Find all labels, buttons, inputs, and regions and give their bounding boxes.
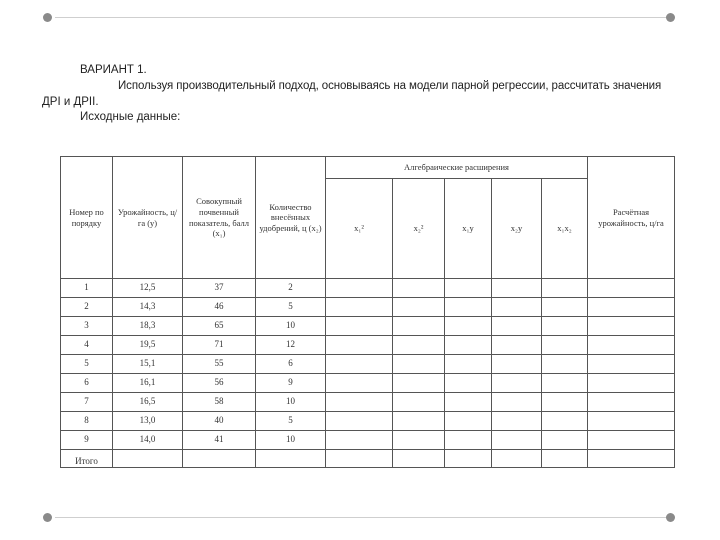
instruction-line-1: Используя производительный подход, основываясь на модели парной регрессии, рассчитать значения xyxy=(118,80,662,92)
total-cell xyxy=(393,450,445,468)
table-row xyxy=(61,431,675,450)
table-row xyxy=(61,317,675,336)
cell-x2: 12 xyxy=(256,336,326,355)
empty-cell xyxy=(588,393,675,412)
total-cell xyxy=(588,450,675,468)
empty-cell xyxy=(492,374,542,393)
empty-cell xyxy=(445,298,492,317)
empty-cell xyxy=(445,374,492,393)
total-cell xyxy=(183,450,256,468)
top-left-dot xyxy=(43,13,52,22)
cell-x2: 5 xyxy=(256,412,326,431)
empty-cell xyxy=(492,298,542,317)
empty-cell xyxy=(542,279,588,298)
empty-cell xyxy=(588,431,675,450)
cell-n: 6 xyxy=(61,374,113,393)
empty-cell xyxy=(542,374,588,393)
empty-cell xyxy=(393,393,445,412)
cell-x2: 5 xyxy=(256,298,326,317)
empty-cell xyxy=(326,336,393,355)
empty-cell xyxy=(393,336,445,355)
cell-n: 3 xyxy=(61,317,113,336)
cell-y: 18,3 xyxy=(113,317,183,336)
empty-cell xyxy=(588,355,675,374)
variant-title: ВАРИАНТ 1. xyxy=(80,64,147,76)
cell-x1: 37 xyxy=(183,279,256,298)
header-fertilizer: Количество внесённых удобрений, ц (x₂) xyxy=(256,157,326,279)
cell-x1: 56 xyxy=(183,374,256,393)
total-row xyxy=(61,450,675,468)
header-x2-squared: x₂² xyxy=(393,179,445,279)
total-cell xyxy=(492,450,542,468)
empty-cell xyxy=(326,355,393,374)
cell-x2: 2 xyxy=(256,279,326,298)
empty-cell xyxy=(588,279,675,298)
empty-cell xyxy=(542,431,588,450)
cell-x1: 71 xyxy=(183,336,256,355)
empty-cell xyxy=(542,298,588,317)
empty-cell xyxy=(326,279,393,298)
empty-cell xyxy=(393,317,445,336)
empty-cell xyxy=(445,355,492,374)
cell-x1: 65 xyxy=(183,317,256,336)
empty-cell xyxy=(542,336,588,355)
cell-x2: 6 xyxy=(256,355,326,374)
total-cell xyxy=(256,450,326,468)
empty-cell xyxy=(588,412,675,431)
empty-cell xyxy=(445,336,492,355)
instruction-line-2: ДРI и ДРII. xyxy=(42,96,99,108)
table-row xyxy=(61,279,675,298)
header-yield: Урожайность, ц/га (y) xyxy=(113,157,183,279)
empty-cell xyxy=(588,317,675,336)
header-algebraic-extensions: Алгебраические расширения xyxy=(326,157,588,179)
empty-cell xyxy=(588,298,675,317)
cell-x1: 46 xyxy=(183,298,256,317)
empty-cell xyxy=(393,298,445,317)
cell-x2: 10 xyxy=(256,393,326,412)
header-x2y: x₂y xyxy=(492,179,542,279)
cell-x1: 55 xyxy=(183,355,256,374)
empty-cell xyxy=(326,317,393,336)
header-row-number: Номер по порядку xyxy=(61,157,113,279)
cell-y: 13,0 xyxy=(113,412,183,431)
cell-x2: 9 xyxy=(256,374,326,393)
cell-y: 12,5 xyxy=(113,279,183,298)
header-x1x2: x₁x₂ xyxy=(542,179,588,279)
cell-x1: 40 xyxy=(183,412,256,431)
total-cell xyxy=(542,450,588,468)
cell-n: 9 xyxy=(61,431,113,450)
cell-y: 14,3 xyxy=(113,298,183,317)
top-right-dot xyxy=(666,13,675,22)
cell-n: 5 xyxy=(61,355,113,374)
header-x1y: x₁y xyxy=(445,179,492,279)
cell-n: 8 xyxy=(61,412,113,431)
total-cell xyxy=(445,450,492,468)
empty-cell xyxy=(542,412,588,431)
table-row xyxy=(61,393,675,412)
empty-cell xyxy=(326,298,393,317)
cell-n: 1 xyxy=(61,279,113,298)
empty-cell xyxy=(542,355,588,374)
bottom-frame-line xyxy=(55,517,670,518)
empty-cell xyxy=(542,393,588,412)
empty-cell xyxy=(445,393,492,412)
cell-n: 2 xyxy=(61,298,113,317)
bottom-left-dot xyxy=(43,513,52,522)
empty-cell xyxy=(326,393,393,412)
empty-cell xyxy=(326,412,393,431)
cell-x2: 10 xyxy=(256,431,326,450)
table-row xyxy=(61,355,675,374)
empty-cell xyxy=(393,279,445,298)
empty-cell xyxy=(492,317,542,336)
cell-y: 19,5 xyxy=(113,336,183,355)
empty-cell xyxy=(445,317,492,336)
empty-cell xyxy=(393,431,445,450)
total-cell xyxy=(113,450,183,468)
empty-cell xyxy=(492,412,542,431)
cell-x2: 10 xyxy=(256,317,326,336)
empty-cell xyxy=(445,431,492,450)
empty-cell xyxy=(492,393,542,412)
table-row xyxy=(61,298,675,317)
total-cell xyxy=(326,450,393,468)
cell-x1: 58 xyxy=(183,393,256,412)
header-x1-squared: x₁² xyxy=(326,179,393,279)
source-data-label: Исходные данные: xyxy=(80,111,181,123)
total-label: Итого xyxy=(61,450,113,468)
table-body xyxy=(61,279,675,450)
empty-cell xyxy=(542,317,588,336)
cell-x1: 41 xyxy=(183,431,256,450)
empty-cell xyxy=(326,431,393,450)
header-calculated-yield: Расчётная урожайность, ц/га xyxy=(588,157,675,279)
cell-y: 16,1 xyxy=(113,374,183,393)
empty-cell xyxy=(492,279,542,298)
empty-cell xyxy=(492,336,542,355)
cell-n: 7 xyxy=(61,393,113,412)
empty-cell xyxy=(492,355,542,374)
empty-cell xyxy=(588,374,675,393)
cell-y: 15,1 xyxy=(113,355,183,374)
cell-n: 4 xyxy=(61,336,113,355)
source-data-table xyxy=(60,156,675,468)
header-soil-index: Совокупный почвенный показатель, балл (x₁) xyxy=(183,157,256,279)
bottom-right-dot xyxy=(666,513,675,522)
table-row xyxy=(61,412,675,431)
empty-cell xyxy=(445,279,492,298)
cell-y: 16,5 xyxy=(113,393,183,412)
empty-cell xyxy=(393,412,445,431)
empty-cell xyxy=(393,355,445,374)
empty-cell xyxy=(326,374,393,393)
empty-cell xyxy=(492,431,542,450)
empty-cell xyxy=(445,412,492,431)
top-frame-line xyxy=(55,17,670,18)
table-row xyxy=(61,374,675,393)
empty-cell xyxy=(393,374,445,393)
cell-y: 14,0 xyxy=(113,431,183,450)
empty-cell xyxy=(588,336,675,355)
table-row xyxy=(61,336,675,355)
